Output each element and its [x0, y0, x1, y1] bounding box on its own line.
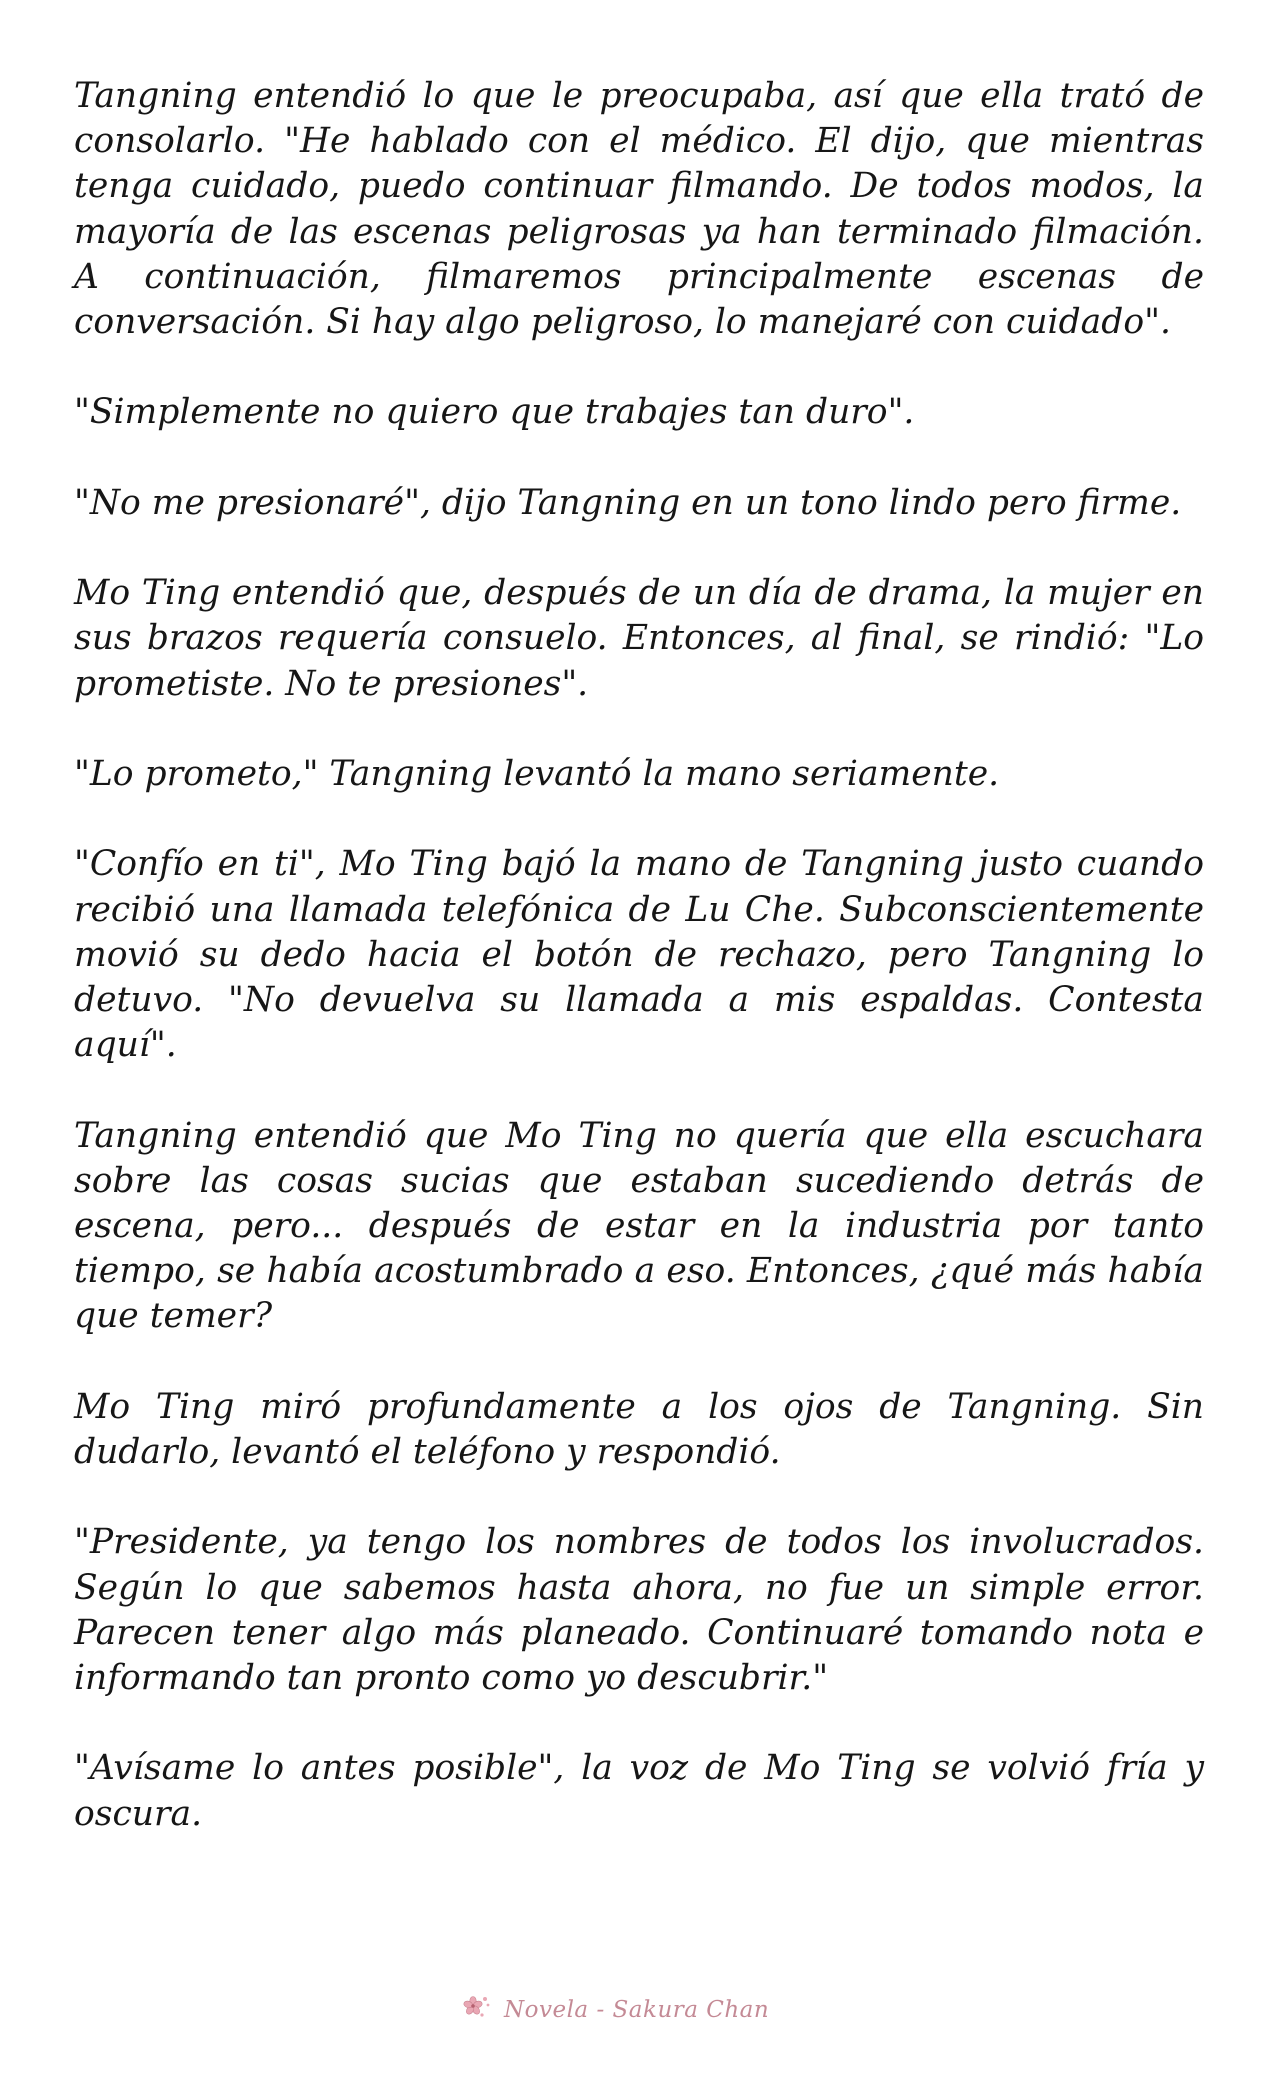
paragraph-8: Mo Ting miró profundamente a los ojos de Tangning. Sin dudarlo, levantó el teléfono y respondió. [74, 1386, 1204, 1472]
paragraph-10: "Avísame lo antes posible", la voz de Mo Ting se volvió fría y oscura. [74, 1748, 1204, 1834]
paragraph-3: "No me presionaré", dijo Tangning en un tono lindo pero firme. [74, 482, 1182, 523]
paragraph-2: "Simplemente no quiero que trabajes tan duro". [74, 392, 915, 433]
paragraph-1: Tangning entendió lo que le preocupaba, así que ella trató de consolarlo. "He hablado con el médico. El dijo, que mientras tenga cuidado, puedo continuar filmando. De todos modos, la mayoría de las escenas peligrosas ya han terminado filmación. A continuación, filmaremos principalmente escenas de conversación. Si hay algo peligroso, lo manejaré con cuidado". [74, 76, 1204, 343]
sakura-flower-icon [460, 1993, 494, 2027]
paragraph-7: Tangning entendió que Mo Ting no quería que ella escuchara sobre las cosas sucias que estaban sucediendo detrás de escena, pero... después de estar en la industria por tanto tiempo, se había acostumbrado a eso. Entonces, ¿qué más había que temer? [74, 1115, 1204, 1337]
paragraph-4: Mo Ting entendió que, después de un día de drama, la mujer en sus brazos requería consuelo. Entonces, al final, se rindió: "Lo prometiste. No te presiones". [74, 573, 1204, 704]
watermark-text: Novela - Sakura Chan [504, 1997, 770, 2023]
document-body [74, 74, 1204, 1837]
paragraph-6: "Confío en ti", Mo Ting bajó la mano de Tangning justo cuando recibió una llamada telefónica de Lu Che. Subconscientemente movió su dedo hacia el botón de rechazo, pero Tangning lo detuvo. "No devuelva su llamada a mis espaldas. Contesta aquí". [74, 844, 1204, 1066]
paragraph-5: "Lo prometo," Tangning levantó la mano seriamente. [74, 753, 1000, 794]
paragraph-9: "Presidente, ya tengo los nombres de todos los involucrados. Según lo que sabemos hasta ahora, no fue un simple error. Parecen tener algo más planeado. Continuaré tomando nota e informando tan pronto como yo descubrir." [74, 1522, 1204, 1698]
watermark [460, 1990, 769, 2030]
